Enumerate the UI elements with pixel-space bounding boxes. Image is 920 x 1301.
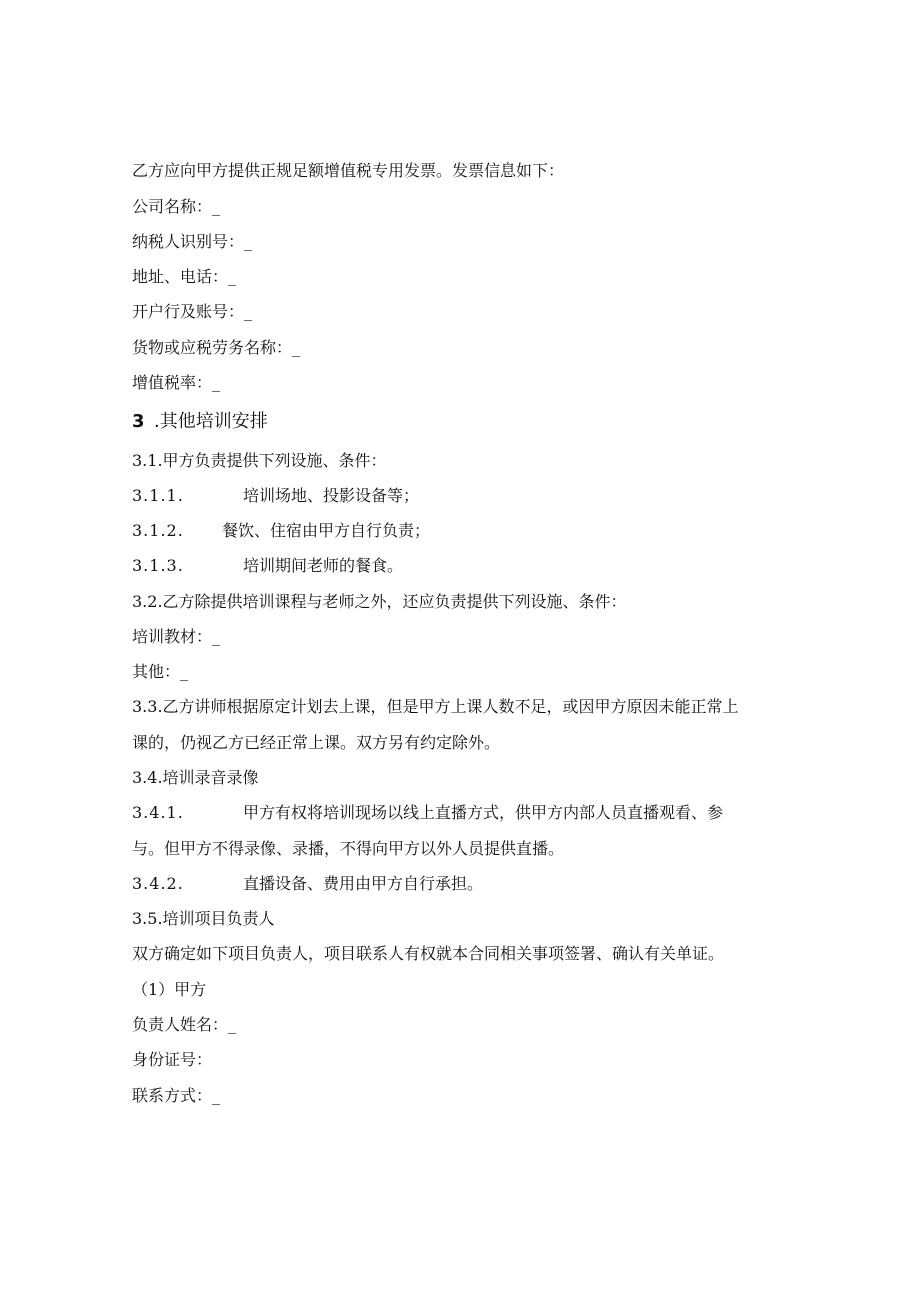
clause-3-4-2-number: 3.4.2. <box>132 874 184 893</box>
section-3-title: .其他培训安排 <box>154 411 268 432</box>
clause-3-2: 3.2.乙方除提供培训课程与老师之外，还应负责提供下列设施、条件： <box>132 592 627 611</box>
clause-3-1-3-number: 3.1.3. <box>132 556 184 575</box>
clause-3-1-2-text: 餐饮、住宿由甲方自行负责； <box>222 521 431 540</box>
clause-3-4-1-line2: 与。但甲方不得录像、录播，不得向甲方以外人员提供直播。 <box>132 839 565 858</box>
contact-name-field: 负责人姓名：_ <box>132 1015 237 1034</box>
clause-3-3-line1: 3.3.乙方讲师根据原定计划去上课，但是甲方上课人数不足，或因甲方原因未能正常上 <box>132 697 739 716</box>
address-phone-field: 地址、电话：_ <box>132 267 237 286</box>
contact-method-field: 联系方式：_ <box>132 1086 221 1105</box>
other-field: 其他：_ <box>132 662 189 681</box>
clause-3-1-3 <box>132 556 403 576</box>
invoice-intro: 乙方应向甲方提供正规足额增值税专用发票。发票信息如下： <box>132 161 565 180</box>
clause-3-4-2-text: 直播设备、费用由甲方自行承担。 <box>243 874 484 893</box>
clause-3-1-3-text: 培训期间老师的餐食。 <box>243 556 404 575</box>
clause-3-1-2 <box>132 521 430 541</box>
clause-3-4: 3.4.培训录音录像 <box>132 768 259 787</box>
clause-3-1: 3.1.甲方负责提供下列设施、条件： <box>132 451 387 470</box>
clause-3-5-description: 双方确定如下项目负责人，项目联系人有权就本合同相关事项签署、确认有关单证。 <box>132 944 725 963</box>
section-3-number: 3 <box>132 411 145 432</box>
bank-account-field: 开户行及账号：_ <box>132 302 253 321</box>
id-number-field: 身份证号： <box>132 1050 213 1069</box>
party-a-label: （1）甲方 <box>132 980 207 999</box>
clause-3-4-1 <box>132 803 723 823</box>
tax-rate-field: 增值税率：_ <box>132 373 221 392</box>
materials-field: 培训教材：_ <box>132 627 221 646</box>
clause-3-4-1-text: 甲方有权将培训现场以线上直播方式，供甲方内部人员直播观看、参 <box>243 803 724 822</box>
goods-name-field: 货物或应税劳务名称：_ <box>132 338 301 357</box>
clause-3-1-1 <box>132 486 419 506</box>
clause-3-1-1-number: 3.1.1. <box>132 486 184 505</box>
company-name-field: 公司名称：_ <box>132 197 221 216</box>
clause-3-1-1-text: 培训场地、投影设备等； <box>243 486 420 505</box>
clause-3-4-2 <box>132 874 483 894</box>
section-3-heading <box>132 412 268 432</box>
clause-3-5: 3.5.培训项目负责人 <box>132 909 275 928</box>
clause-3-3-line2: 课的，仍视乙方已经正常上课。双方另有约定除外。 <box>132 733 501 752</box>
clause-3-1-2-number: 3.1.2. <box>132 521 184 540</box>
clause-3-4-1-number: 3.4.1. <box>132 803 184 822</box>
taxpayer-id-field: 纳税人识别号：_ <box>132 232 253 251</box>
